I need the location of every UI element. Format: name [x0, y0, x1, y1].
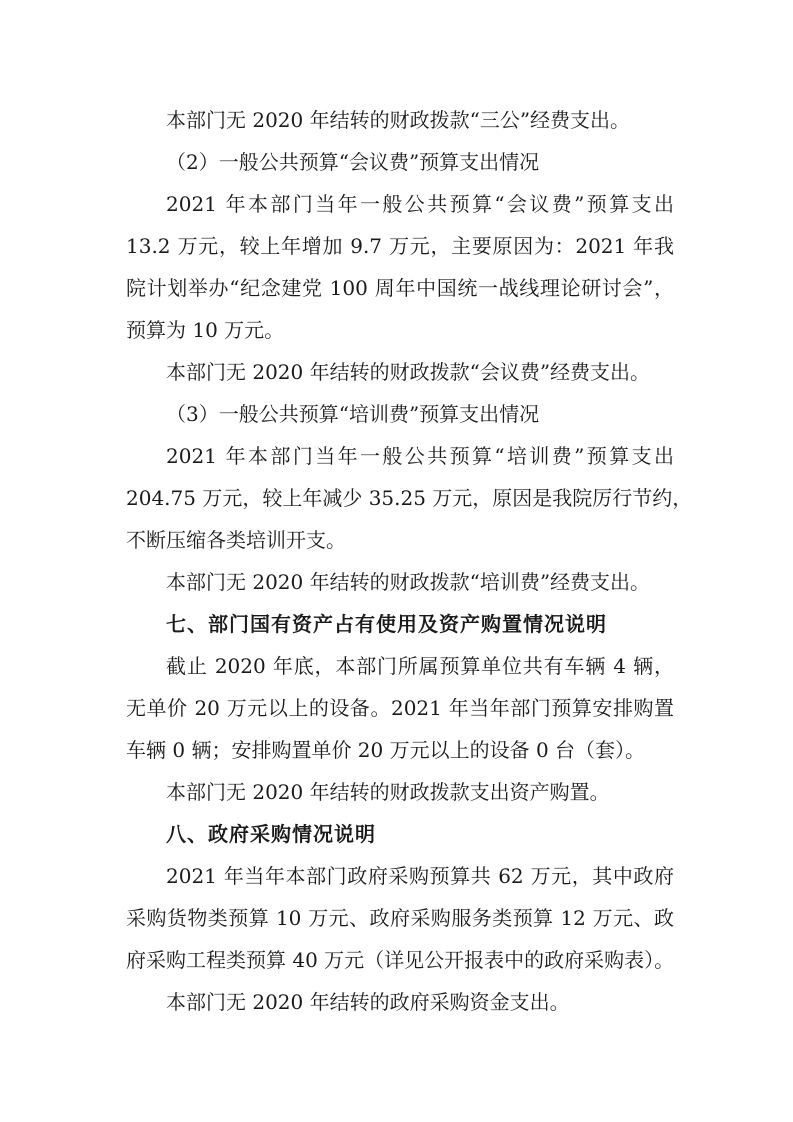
- paragraph-line: 不断压缩各类培训开支。: [126, 528, 346, 552]
- subsection-heading: （2）一般公共预算“会议费”预算支出情况: [166, 150, 540, 174]
- paragraph-line: 2021 年本部门当年一般公共预算“培训费”预算支出: [166, 444, 674, 468]
- paragraph-line: 204.75 万元，较上年减少 35.25 万元，原因是我院厉行节约，: [126, 486, 693, 510]
- paragraph-line: 院计划举办“纪念建党 100 周年中国统一战线理论研讨会”，: [126, 276, 674, 300]
- paragraph-line: 本部门无 2020 年结转的政府采购资金支出。: [166, 990, 570, 1014]
- paragraph-line: 府采购工程类预算 40 万元（详见公开报表中的政府采购表）。: [126, 948, 675, 972]
- section-heading: 八、政府采购情况说明: [166, 822, 376, 846]
- paragraph-line: 2021 年本部门当年一般公共预算“会议费”预算支出: [166, 192, 674, 216]
- paragraph-line: 截止 2020 年底，本部门所属预算单位共有车辆 4 辆，: [166, 654, 674, 678]
- paragraph-line: 本部门无 2020 年结转的财政拨款“培训费”经费支出。: [166, 570, 651, 594]
- paragraph-line: 本部门无 2020 年结转的财政拨款“会议费”经费支出。: [166, 360, 651, 384]
- paragraph-line: 无单价 20 万元以上的设备。2021 年当年部门预算安排购置: [126, 696, 674, 720]
- paragraph-line: 采购货物类预算 10 万元、政府采购服务类预算 12 万元、政: [126, 906, 674, 930]
- subsection-heading: （3）一般公共预算“培训费”预算支出情况: [166, 402, 540, 426]
- paragraph-line: 本部门无 2020 年结转的财政拨款“三公”经费支出。: [166, 108, 631, 132]
- paragraph-line: 2021 年当年本部门政府采购预算共 62 万元，其中政府: [166, 864, 674, 888]
- paragraph-line: 车辆 0 辆；安排购置单价 20 万元以上的设备 0 台（套）。: [126, 738, 646, 762]
- paragraph-line: 13.2 万元，较上年增加 9.7 万元，主要原因为：2021 年我: [126, 234, 674, 258]
- paragraph-line: 本部门无 2020 年结转的财政拨款支出资产购置。: [166, 780, 610, 804]
- section-heading: 七、部门国有资产占有使用及资产购置情况说明: [166, 612, 607, 636]
- paragraph-line: 预算为 10 万元。: [126, 318, 285, 342]
